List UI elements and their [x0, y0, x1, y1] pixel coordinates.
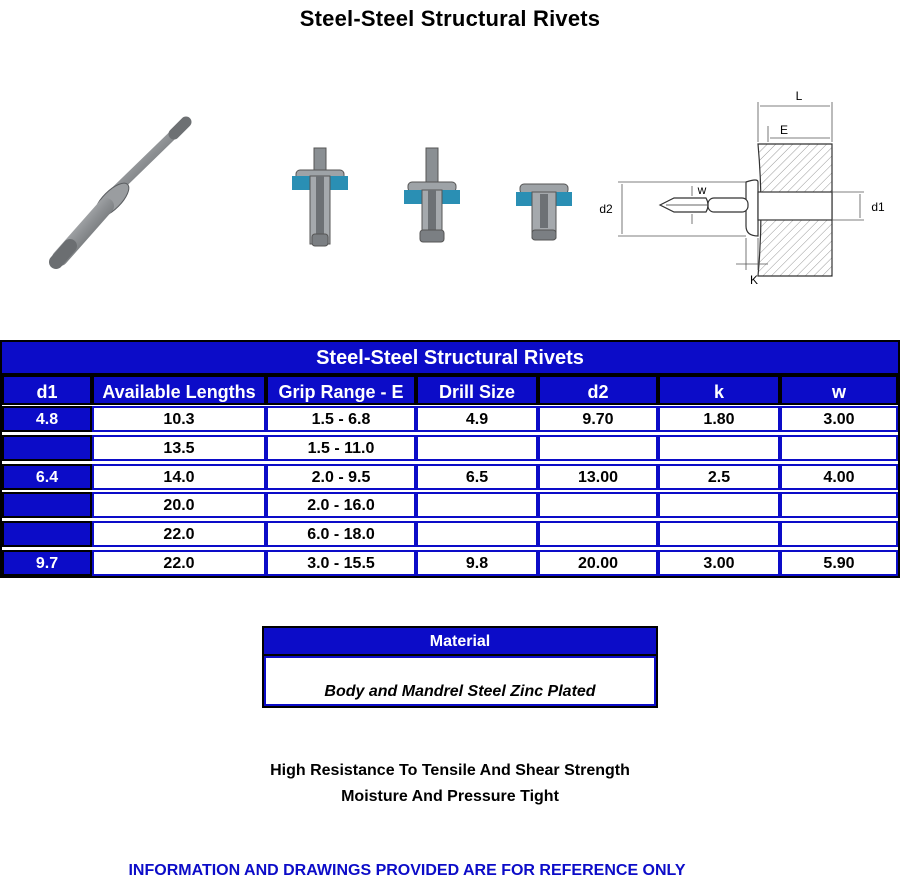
table-cell — [780, 435, 898, 461]
table-cell: 3.00 — [658, 550, 780, 576]
page-title: Steel-Steel Structural Rivets — [299, 6, 601, 31]
rivet-dimension-diagram — [596, 86, 896, 290]
table-cell — [658, 492, 780, 518]
table-cell — [538, 435, 658, 461]
table-cell: 9.7 — [2, 550, 92, 576]
diagram-label-w: w — [697, 183, 707, 197]
table-cell: 3.0 - 15.5 — [266, 550, 416, 576]
header-w: w — [780, 375, 898, 405]
table-cell: 9.70 — [538, 406, 658, 432]
install-step-2-illustration — [398, 146, 468, 250]
header-k: k — [658, 375, 780, 405]
diagram-label-L: L — [795, 89, 803, 103]
table-cell: 2.0 - 16.0 — [266, 492, 416, 518]
table-cell — [2, 521, 92, 547]
table-cell: 1.5 - 11.0 — [266, 435, 416, 461]
table-cell: 13.00 — [538, 464, 658, 490]
feature-line-2: Moisture And Pressure Tight — [341, 788, 559, 805]
header-d2: d2 — [538, 375, 658, 405]
table-cell: 20.00 — [538, 550, 658, 576]
table-cell — [780, 521, 898, 547]
table-cell: 2.0 - 9.5 — [266, 464, 416, 490]
table-cell — [416, 492, 538, 518]
feature-line-1: High Resistance To Tensile And Shear Strength — [270, 762, 630, 779]
table-cell: 3.00 — [780, 406, 898, 432]
table-cell: 6.4 — [2, 464, 92, 490]
material-value: Body and Mandrel Steel Zinc Plated — [264, 656, 656, 706]
table-cell: 22.0 — [92, 521, 266, 547]
table-cell: 6.5 — [416, 464, 538, 490]
table-cell — [2, 435, 92, 461]
header-d1: d1 — [2, 375, 92, 405]
table-cell — [538, 521, 658, 547]
material-box — [262, 626, 658, 708]
spec-table-title: Steel-Steel Structural Rivets — [2, 342, 898, 375]
table-cell: 2.5 — [658, 464, 780, 490]
table-cell: 14.0 — [92, 464, 266, 490]
table-cell — [2, 492, 92, 518]
table-cell — [658, 521, 780, 547]
table-cell: 1.5 - 6.8 — [266, 406, 416, 432]
material-header: Material — [264, 628, 656, 656]
diagram-label-K: K — [749, 273, 759, 287]
diagram-label-d2: d2 — [599, 202, 613, 216]
table-cell: 4.00 — [780, 464, 898, 490]
table-cell: 4.8 — [2, 406, 92, 432]
rivet-photo-illustration — [40, 112, 200, 272]
diagram-label-d1: d1 — [871, 200, 885, 214]
table-cell — [416, 521, 538, 547]
table-cell: 6.0 - 18.0 — [266, 521, 416, 547]
table-cell — [416, 435, 538, 461]
spec-table — [0, 340, 900, 578]
table-cell — [538, 492, 658, 518]
table-cell: 22.0 — [92, 550, 266, 576]
header-available-lengths: Available Lengths — [92, 375, 266, 405]
table-cell: 1.80 — [658, 406, 780, 432]
install-step-3-illustration — [510, 180, 580, 250]
rivet-photo — [40, 112, 200, 272]
table-cell: 4.9 — [416, 406, 538, 432]
table-cell — [780, 492, 898, 518]
table-cell: 20.0 — [92, 492, 266, 518]
table-cell: 9.8 — [416, 550, 538, 576]
table-cell: 5.90 — [780, 550, 898, 576]
header-grip-range: Grip Range - E — [266, 375, 416, 405]
table-cell: 10.3 — [92, 406, 266, 432]
table-cell — [658, 435, 780, 461]
header-drill-size: Drill Size — [416, 375, 538, 405]
diagram-label-E: E — [779, 123, 789, 137]
table-cell: 13.5 — [92, 435, 266, 461]
install-step-1-illustration — [286, 146, 356, 250]
reference-disclaimer: INFORMATION AND DRAWINGS PROVIDED ARE FOR REFERENCE ONLY — [128, 862, 686, 879]
